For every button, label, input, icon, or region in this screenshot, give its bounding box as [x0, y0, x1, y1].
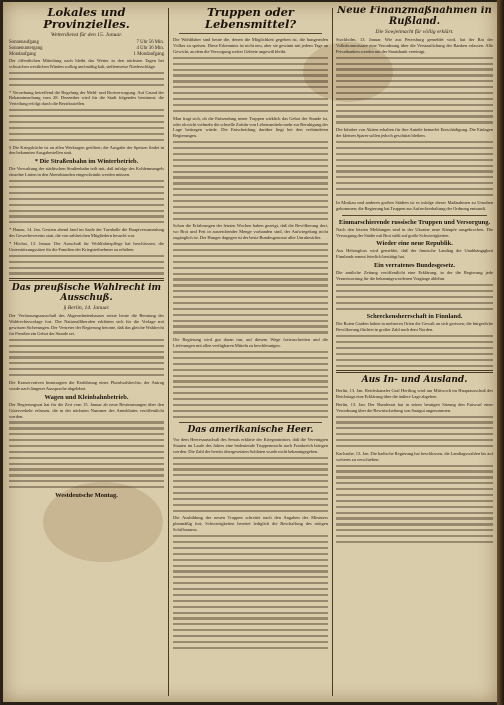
section-heading: * Die Straßenbahn im Winterbetrieb.	[34, 158, 139, 166]
headline-truppen: Truppen oder Lebensmittel?	[204, 6, 297, 32]
article-paragraph: Aus Helsingfors wird gemeldet, daß der finnische Landtag die Unabhängigkeit Finnlands erneut feierlich bestätigt hat.	[336, 248, 493, 260]
column-right	[336, 6, 493, 698]
article-paragraph: * Verordnung betreffend die Regelung der Mehl- und Brotversorgung. Auf Grund der Bekanntmachung vom 28. Dezember wird für die Stadt folgendes bestimmt: die Verteilung erfolgt durch die Bezirksstellen.	[9, 89, 164, 107]
column-rule	[168, 8, 169, 696]
text-lines	[336, 141, 493, 196]
headline-lokales: Lokales und Provinzielles.	[43, 6, 130, 32]
article-paragraph: * Hanau, 14. Jan. Gestern abend fand im Saale der Turnhalle die Hauptversammlung des Gewerbevereins statt, die von zahlreichen Mitgliedern besucht war.	[9, 227, 164, 239]
article-paragraph: Nach den letzten Meldungen sind in der Ukraine neue Kämpfe ausgebrochen. Die Versorgung der Städte mit Brot stößt auf große Schwierigkeiten.	[336, 226, 493, 238]
text-lines	[173, 57, 328, 112]
weather-subheading: Wetterdienst für den 15. Januar.	[50, 32, 123, 39]
text-lines	[9, 180, 164, 223]
headline-russland: Neue Finanzmaßnahmen in Rußland.	[337, 6, 492, 27]
table-row: Sonnenuntergang 4 Uhr 36 Min.	[9, 46, 164, 52]
article-paragraph: Die Regierung wird gut daran tun, auf diesem Wege fortzuschreiten und die Lieferungen mit allen verfügbaren Mitteln zu beschleunigen.	[173, 337, 328, 349]
text-lines	[336, 465, 493, 544]
article-paragraph: Berlin, 13. Jan. Reichskanzler Graf Hertling wird am Mittwoch im Hauptausschuß des Reichstags eine Erklärung über die äußere Lage abgeben.	[336, 387, 493, 399]
column-footer: Westdeutsche Montag.	[55, 491, 118, 499]
table-row: Mondaufgang 1 Mondaufgang	[9, 52, 164, 58]
article-paragraph: Der öffentlichen Mitteilung nach bleibt das Wetter in den nächsten Tagen bei schwachen westlichen Winden wolkig und mäßig kalt, stellenweise Niederschläge.	[9, 58, 164, 70]
article-paragraph: Man fragt sich, ob die Entsendung neuer Truppen wirklich das Gebot der Stunde ist, oder ob nicht vielmehr die schnelle Zufuhr von Lebensmitteln mehr zur Beruhigung der Lage beitragen würde. Die Entscheidung darüber liegt bei den verbündeten Regierungen.	[173, 115, 328, 139]
article-paragraph: Die Roten Garden haben in mehreren Orten die Gewalt an sich gerissen; die bürgerliche Bevölkerung flüchtet in großer Zahl nach dem Norden.	[336, 321, 493, 333]
text-lines	[173, 351, 328, 418]
section-heading: Wagen und Kleinbahnbetrieb.	[44, 393, 129, 401]
article-paragraph: Berlin, 13. Jan. Der Bundesrat hat in seiner heutigen Sitzung den Entwurf einer Verordnung über die Bewirtschaftung von Saatgut angenommen.	[336, 401, 493, 413]
text-lines	[336, 416, 493, 448]
text-lines	[173, 141, 328, 220]
headline-heer: Das amerikanische Heer.	[187, 424, 314, 435]
article-paragraph: Die Ausbildung der neuen Truppen schreitet nach den Angaben des Ministers planmäßig fort; Schwierigkeiten bereitet lediglich die Beschaffung des nötigen Schiffsraums.	[173, 515, 328, 533]
section-heading: Schreckensherrschaft in Finnland.	[366, 313, 463, 321]
dateline: § Berlin, 14. Januar.	[63, 305, 110, 312]
article-paragraph: Der Regierungsrat hat für die Zeit vom 15. Januar ab neue Bestimmungen über den Güterverkehr erlassen, die in der nächsten Nummer des Amtsblattes veröffentlicht werden.	[9, 401, 164, 419]
table-row: Sonnenaufgang 7 Uhr 56 Min.	[9, 40, 164, 46]
text-lines	[173, 457, 328, 512]
text-lines	[9, 109, 164, 141]
section-divider	[9, 278, 164, 281]
section-divider	[336, 370, 493, 373]
article-paragraph: Vor dem Heeresausschuß des Senats erklärte der Kriegsminister, daß die Vereinigten Staaten im Laufe des Jahres eine bedeutende Truppenmacht nach Frankreich bringen werden. Die Zahl der bereits übergesetzten Soldaten wurde nicht bekanntgegeben.	[173, 436, 328, 454]
article-paragraph: Die Inhaber von Aktien erhalten für ihre Anteile keinerlei Entschädigung. Die Einlagen der kleinen Sparer sollen jedoch geschützt bleiben.	[336, 127, 493, 139]
article-paragraph: Die Verwaltung der städtischen Straßenbahn teilt mit, daß infolge des Kohlenmangels einzelne Linien in den Abendstunden eingeschränkt werden müssen.	[9, 166, 164, 178]
text-lines	[9, 339, 164, 376]
text-lines	[9, 255, 164, 275]
article-paragraph: Stockholm, 13. Januar. Wie aus Petersburg gemeldet wird, hat der Rat der Volkskommissare eine Verordnung über die Verstaatlichung der Banken erlassen. Alle Privatbanken werden mit der Staatsbank vereinigt.	[336, 37, 493, 54]
text-lines	[9, 72, 164, 86]
text-lines	[173, 535, 328, 649]
column-left	[9, 6, 164, 698]
article-paragraph: § Die Kriegsküche ist an allen Werktagen geöffnet; die Ausgabe der Speisen findet in den bekannten Ausgabestellen statt.	[9, 144, 164, 156]
section-heading: Ein verratenes Bundesgesetz.	[373, 262, 456, 270]
headline-inland: Aus In- und Ausland.	[361, 375, 468, 386]
section-heading: Einmarschierende russische Truppen und Versorgung.	[338, 218, 491, 226]
text-lines	[336, 335, 493, 367]
text-lines	[173, 243, 328, 333]
article-paragraph: Der Verfassungsausschuß des Abgeordnetenhauses setzte heute die Beratung der Wahlrechtsvorlage fort. Die Nationalliberalen erklärten sich für die Vorlage mit gewissen Sicherungen. Der Vertreter der Regierung betonte, daß das gleiche Wahlrecht für Preußen ein Gebot der Stunde sei.	[9, 313, 164, 336]
text-lines	[9, 421, 164, 488]
divider	[179, 33, 322, 34]
text-lines	[336, 57, 493, 124]
article-paragraph: Die Konservativen beantragten die Einführung eines Pluralwahlrechts; der Antrag wurde nach längerer Aussprache abgelehnt.	[9, 379, 164, 391]
subheading: Die Sowjetmacht für völlig erklärt.	[375, 29, 454, 35]
column-rule	[332, 8, 333, 696]
article-paragraph: Die Wohlthäter sind heute die, denen die Möglichkeit gegeben ist, die hungernden Völker zu speisen. Diese Erkenntnis ist nicht neu, aber sie gewinnt mit jedem Tage an Gewicht, an dem die Versorgung weiter Gebiete ungewiß bleibt.	[173, 37, 328, 54]
headline-wahlrecht: Das preußische Wahlrecht im Ausschuß.	[11, 283, 162, 303]
article-paragraph: Die amtliche Zeitung veröffentlicht eine Erklärung, in der die Regierung jede Verantwortung für die bekanntgewordenen Vorgänge ablehnt.	[336, 270, 493, 282]
sun-moon-table	[9, 40, 164, 58]
article-paragraph: In Moskau und anderen großen Städten ist es infolge dieser Maßnahmen zu Unruhen gekommen; die Regierung hat Truppen zur Aufrechterhaltung der Ordnung entsandt.	[336, 199, 493, 211]
divider	[179, 422, 322, 423]
article-paragraph: Schon die Erfahrungen der letzten Wochen haben gezeigt, daß die Bevölkerung dort, wo Brot und Fett in ausreichender Menge vorhanden sind, der Aufwiegelung nicht zugänglich ist. Der Hunger dagegen ist der beste Bundesgenosse aller Unruhestifter.	[173, 223, 328, 241]
article-paragraph: * Höchst, 13. Januar. Der Ausschuß für Wohlfahrtspflege hat beschlossen, die Unterstützungssätze für die Familien der Kriegsteilnehmer zu erhöhen.	[9, 240, 164, 252]
section-heading: Wieder eine neue Republik.	[376, 240, 453, 248]
article-paragraph: Karlsruhe, 13. Jan. Die badische Regierung hat beschlossen, die Landtagswahlen bis auf weiteres zu verschieben.	[336, 450, 493, 462]
divider	[342, 215, 487, 216]
newspaper-page	[3, 2, 497, 702]
text-lines	[336, 284, 493, 310]
column-middle	[173, 6, 328, 698]
scan-edge	[497, 0, 504, 705]
